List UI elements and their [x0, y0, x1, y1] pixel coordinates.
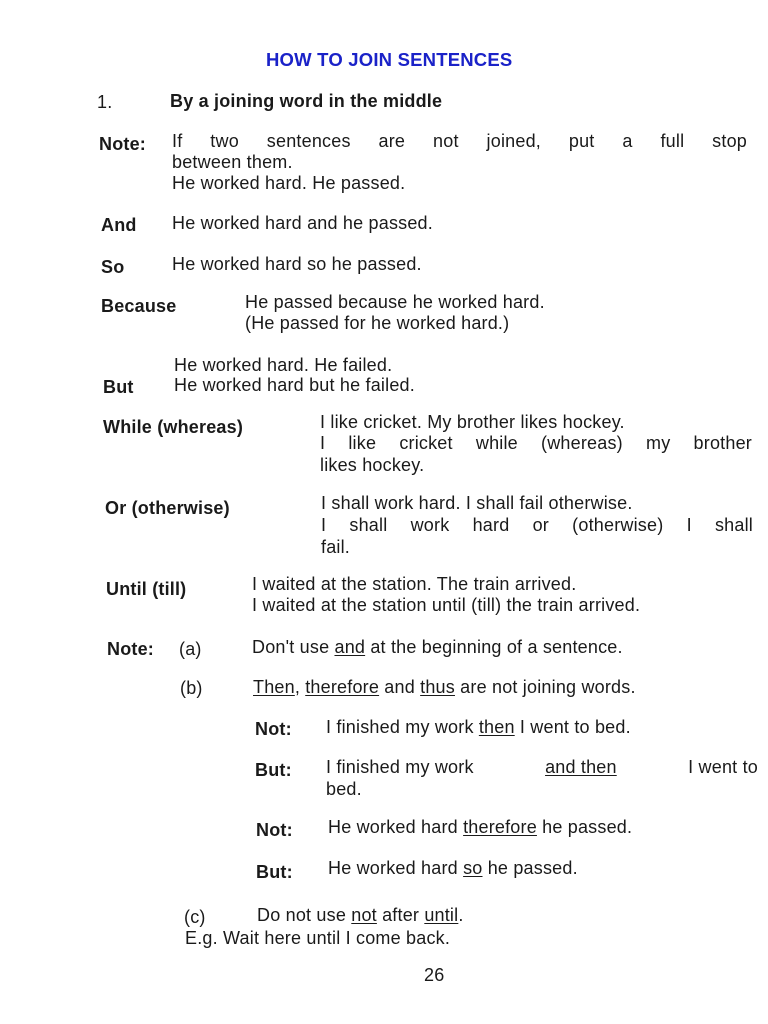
note-text-line: between them.: [172, 152, 293, 172]
example-sentence: He worked hard but he failed.: [174, 375, 415, 395]
example-sentence: [326, 717, 631, 738]
page-number: 26: [424, 965, 445, 985]
note-text: Don't use: [252, 637, 335, 657]
underlined-word: then: [478, 717, 515, 737]
note-text: he passed.: [536, 817, 633, 837]
example-sentence: fail.: [321, 537, 351, 557]
example-sentence: I shall work hard or (otherwise) I shall: [321, 515, 753, 535]
example-sentence: I shall work hard. I shall fail otherwise.: [321, 493, 633, 513]
underlined-word: therefore: [305, 677, 380, 697]
example-sentence: likes hockey.: [320, 455, 425, 475]
example-sentence: bed.: [326, 779, 362, 799]
note-marker: (b): [180, 678, 203, 698]
section-number: 1.: [97, 92, 113, 112]
note-text: He worked hard: [328, 858, 464, 878]
note-text: he passed.: [482, 858, 578, 878]
example-sentence: I waited at the station until (till) the train arrived.: [252, 595, 641, 615]
note-text: .: [458, 905, 464, 925]
example-sentence: I waited at the station. The train arrived.: [252, 574, 577, 594]
example-sentence: He worked hard and he passed.: [172, 213, 433, 233]
underlined-word: therefore: [463, 817, 537, 837]
example-label: But:: [256, 862, 293, 882]
joining-word-label: So: [101, 257, 125, 277]
underlined-word: Then: [253, 677, 295, 697]
example-sentence: [326, 757, 758, 778]
underlined-word: thus: [420, 677, 455, 697]
note-text: I finished my work: [326, 717, 479, 737]
note-marker: (c): [184, 907, 206, 927]
note-label: Note:: [107, 639, 154, 659]
note-example: E.g. Wait here until I come back.: [185, 928, 451, 948]
example-sentence: I like cricket. My brother likes hockey.: [320, 412, 625, 432]
example-sentence: [328, 817, 632, 838]
note-text: I went to bed.: [514, 717, 631, 737]
section-heading: By a joining word in the middle: [170, 91, 443, 111]
note-example: He worked hard. He passed.: [172, 173, 406, 193]
note-text: ,: [294, 677, 306, 697]
note-marker: (a): [179, 639, 202, 659]
example-label: Not:: [256, 820, 293, 840]
note-text: I went to: [688, 757, 758, 777]
note-text-line: If two sentences are not joined, put a full stop: [172, 131, 747, 151]
example-sentence: He worked hard so he passed.: [172, 254, 422, 274]
note-text: at the beginning of a sentence.: [365, 637, 623, 657]
example-label: But:: [255, 760, 292, 780]
joining-word-label: Because: [101, 296, 177, 316]
joining-word-label: But: [103, 377, 134, 397]
example-sentence: He passed because he worked hard.: [245, 292, 545, 312]
underlined-word: and then: [545, 757, 617, 777]
note-item-c: [257, 905, 464, 926]
joining-word-label: While (whereas): [103, 417, 244, 437]
note-text: I finished my work: [326, 757, 474, 777]
underlined-word: so: [463, 858, 483, 878]
note-item-a: [252, 637, 623, 658]
note-text: He worked hard: [328, 817, 464, 837]
underlined-word: until: [424, 905, 459, 925]
underlined-word: not: [351, 905, 377, 925]
example-sentence: I like cricket while (whereas) my brother: [320, 433, 752, 453]
joining-word-label: Or (otherwise): [105, 498, 230, 518]
note-text: after: [376, 905, 425, 925]
joining-word-label: And: [101, 215, 137, 235]
note-text: and: [379, 677, 421, 697]
note-item-b: [253, 677, 636, 698]
underlined-word: and: [334, 637, 366, 657]
note-text: Do not use: [257, 905, 352, 925]
page-title: HOW TO JOIN SENTENCES: [266, 49, 513, 70]
note-text: are not joining words.: [454, 677, 636, 697]
note-label: Note:: [99, 134, 146, 154]
example-sentence: He worked hard. He failed.: [174, 355, 393, 375]
example-sentence: [328, 858, 578, 879]
example-label: Not:: [255, 719, 292, 739]
joining-word-label: Until (till): [106, 579, 187, 599]
example-sentence: (He passed for he worked hard.): [245, 313, 510, 333]
